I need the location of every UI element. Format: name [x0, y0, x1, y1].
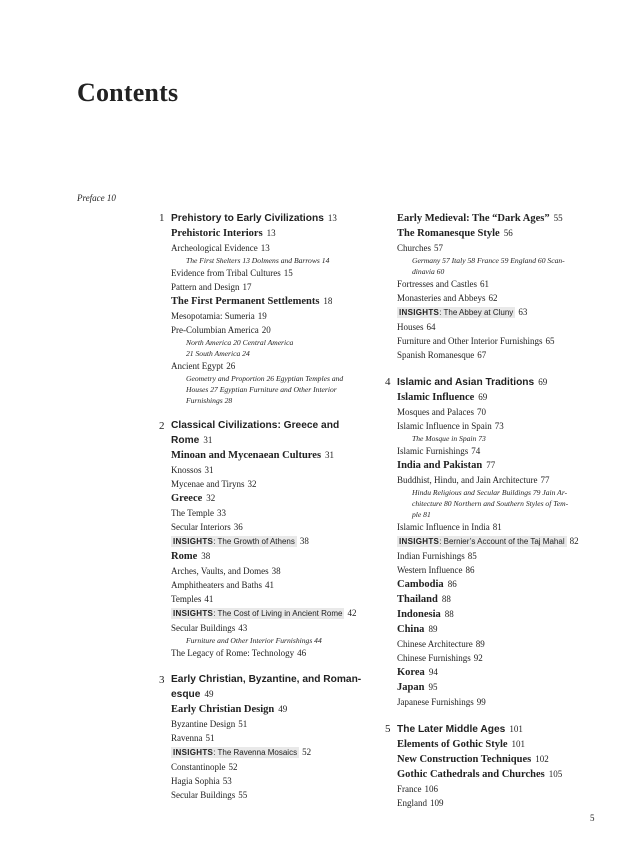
section-heading — [385, 607, 600, 622]
subsection-title: Secular Interiors — [171, 522, 231, 532]
topic-list: Geometry and Proportion 26 Egyptian Temples and — [186, 374, 344, 383]
insights-entry — [397, 305, 600, 320]
subsection-title: The Temple — [171, 508, 214, 518]
page-ref: 38 — [271, 566, 281, 576]
page-ref: 101 — [511, 739, 526, 749]
subsection-title: Islamic Influence in Spain — [397, 421, 492, 431]
section-heading — [159, 226, 371, 241]
subsection-title: Western Influence — [397, 565, 463, 575]
subsection-entry — [159, 592, 371, 606]
subsection-entry — [159, 323, 371, 337]
section-title: New Construction Techniques — [397, 754, 532, 765]
page-ref: 19 — [257, 311, 267, 321]
subsection-entry — [385, 473, 600, 487]
insights-title: : The Growth of Athens — [213, 537, 295, 546]
page-ref: 32 — [206, 493, 216, 503]
subsection-title: Byzantine Design — [171, 719, 236, 729]
section-title: Prehistoric Interiors — [171, 228, 263, 239]
subsection-title: Monasteries and Abbeys — [397, 293, 486, 303]
topic-list: Hindu Religious and Secular Buildings 79 Jain Ar- — [412, 488, 568, 497]
section-title: Islamic Influence — [397, 392, 475, 403]
section-title: Japan — [397, 682, 425, 693]
page-ref: 81 — [492, 522, 502, 532]
page-ref: 105 — [548, 769, 563, 779]
chapter-title: Early Christian, Byzantine, and Roman- — [171, 674, 362, 685]
subsection-entry — [159, 788, 371, 802]
chapter-heading — [159, 433, 371, 448]
subsection-title: Evidence from Tribal Cultures — [171, 268, 281, 278]
subsection-title: Furniture and Other Interior Furnishings — [397, 336, 543, 346]
topic-list: dinavia 60 — [412, 267, 445, 276]
chapter-number: 5 — [385, 723, 391, 735]
section-title: Korea — [397, 667, 425, 678]
section-heading — [159, 491, 371, 506]
page-ref: 31 — [203, 435, 213, 445]
page-ref: 99 — [476, 697, 486, 707]
section-heading — [159, 702, 371, 717]
subsection-entry — [159, 731, 371, 745]
page-ref: 69 — [538, 377, 548, 387]
section-title: The First Permanent Settlements — [171, 296, 320, 307]
subsection-entry — [159, 717, 371, 731]
subsection-title: Mosques and Palaces — [397, 407, 474, 417]
page-ref: 88 — [441, 594, 451, 604]
section-heading — [385, 577, 600, 592]
subsection-entry — [385, 419, 600, 433]
page-ref: 74 — [471, 446, 481, 456]
section-heading — [159, 549, 371, 564]
page-ref: 52 — [228, 762, 238, 772]
page-ref: 69 — [478, 392, 488, 402]
subsection-entry — [385, 334, 600, 348]
section-heading — [385, 390, 600, 405]
page-ref: 42 — [347, 608, 357, 618]
subsection-title: Spanish Romanesque — [397, 350, 475, 360]
page-ref: 26 — [226, 361, 236, 371]
page-ref: 92 — [473, 653, 483, 663]
subsection-title: Temples — [171, 594, 202, 604]
chapter-number: 3 — [159, 674, 165, 686]
page-ref: 56 — [503, 228, 513, 238]
subsection-title: Amphitheaters and Baths — [171, 580, 262, 590]
insights-label: INSIGHTS — [173, 748, 214, 757]
section-heading — [385, 211, 600, 226]
topic-list: Furniture and Other Interior Furnishings 44 — [186, 636, 322, 645]
section-title: Gothic Cathedrals and Churches — [397, 769, 545, 780]
subsection-title: England — [397, 798, 427, 808]
page-ref: 32 — [247, 479, 257, 489]
insights-highlight — [171, 608, 344, 619]
page-ref: 64 — [426, 322, 436, 332]
chapter-heading — [159, 673, 371, 687]
topic-list: Germany 57 Italy 58 France 59 England 60 Scan- — [412, 256, 565, 265]
page-ref: 55 — [238, 790, 248, 800]
insights-highlight — [397, 307, 515, 318]
page-ref: 20 — [261, 325, 271, 335]
spacer — [385, 709, 600, 722]
toc-column-right — [385, 211, 600, 810]
chapter-title: Rome — [171, 435, 200, 446]
subsection-entry — [385, 520, 600, 534]
subsection-entry — [159, 309, 371, 323]
insights-entry — [171, 534, 371, 549]
section-title: India and Pakistan — [397, 460, 483, 471]
topic-list: 21 South America 24 — [186, 349, 250, 358]
page-ref: 57 — [434, 243, 443, 253]
section-heading — [385, 752, 600, 767]
subsection-entry — [159, 774, 371, 788]
chapter-title: Islamic and Asian Traditions — [397, 377, 535, 388]
chapter-heading — [159, 687, 371, 702]
subsection-title: Pattern and Design — [171, 282, 240, 292]
subsection-entry — [159, 241, 371, 255]
page-ref: 13 — [266, 228, 276, 238]
subsection-title: Arches, Vaults, and Domes — [171, 566, 269, 576]
topic-list: The Mosque in Spain 73 — [412, 434, 486, 443]
subsection-entry — [385, 444, 600, 458]
page-ref: 77 — [486, 460, 496, 470]
section-heading — [159, 448, 371, 463]
subsection-title: Mesopotamia: Sumeria — [171, 311, 255, 321]
topic-list: North America 20 Central America — [186, 338, 294, 347]
subsection-entry — [385, 651, 600, 665]
subsection-entry — [385, 637, 600, 651]
subsection-entry — [385, 277, 600, 291]
subsection-entry — [159, 359, 371, 373]
page-ref: 51 — [205, 733, 215, 743]
page-ref: 52 — [302, 747, 312, 757]
section-title: Early Christian Design — [171, 704, 275, 715]
page-ref: 106 — [424, 784, 438, 794]
page-ref: 18 — [323, 296, 333, 306]
toc-column-left — [159, 211, 371, 802]
subsection-title: Ancient Egypt — [171, 361, 224, 371]
page-ref: 46 — [297, 648, 307, 658]
section-title: The Romanesque Style — [397, 228, 500, 239]
page-ref: 65 — [545, 336, 555, 346]
page-ref: 89 — [428, 624, 438, 634]
section-heading — [385, 737, 600, 752]
section-title: Greece — [171, 493, 203, 504]
insights-title: : The Abbey at Cluny — [439, 308, 514, 317]
subsection-title: Japanese Furnishings — [397, 697, 474, 707]
topic-list: chitecture 80 Northern and Southern Styles of Tem- — [412, 499, 569, 508]
chapter-title: esque — [171, 689, 201, 700]
page-ref: 13 — [260, 243, 270, 253]
section-heading — [385, 592, 600, 607]
subsection-entry — [385, 782, 600, 796]
page-ref: 73 — [494, 421, 504, 431]
subsection-title: Mycenae and Tiryns — [171, 479, 245, 489]
chapter-title: The Later Middle Ages — [397, 724, 506, 735]
page-ref: 49 — [278, 704, 288, 714]
page-ref: 94 — [428, 667, 438, 677]
subsection-entry — [159, 463, 371, 477]
page-ref: 38 — [299, 536, 309, 546]
insights-entry — [397, 534, 600, 549]
page-ref: 89 — [475, 639, 485, 649]
page-ref: 31 — [325, 450, 335, 460]
subsection-entry — [385, 348, 600, 362]
page-ref: 95 — [428, 682, 438, 692]
chapter-number: 4 — [385, 376, 391, 388]
subsection-title: Churches — [397, 243, 431, 253]
page-number: 5 — [590, 813, 595, 823]
subsection-title: Secular Buildings — [171, 790, 236, 800]
subsection-title: Ravenna — [171, 733, 203, 743]
page-ref: 101 — [509, 724, 523, 734]
subsection-entry — [385, 291, 600, 305]
subsection-title: Fortresses and Castles — [397, 279, 477, 289]
insights-label: INSIGHTS — [399, 308, 440, 317]
page-ref: 53 — [222, 776, 232, 786]
subsection-entry — [159, 578, 371, 592]
page-ref: 82 — [569, 536, 579, 546]
insights-highlight — [397, 536, 567, 547]
subsection-title: Pre-Columbian America — [171, 325, 259, 335]
subsection-entry — [159, 280, 371, 294]
subsection-title: The Legacy of Rome: Technology — [171, 648, 295, 658]
subsection-title: Buddhist, Hindu, and Jain Architecture — [397, 475, 538, 485]
page-ref: 38 — [201, 551, 211, 561]
topic-list: ple 81 — [412, 510, 431, 519]
page-ref: 31 — [204, 465, 214, 475]
chapter-number: 1 — [159, 212, 165, 224]
page-ref: 86 — [465, 565, 475, 575]
page-ref: 15 — [283, 268, 293, 278]
subsection-title: Houses — [397, 322, 424, 332]
topic-list: Houses 27 Egyptian Furniture and Other Interior — [186, 385, 337, 394]
page-ref: 43 — [238, 623, 248, 633]
preface-entry: Preface 10 — [77, 193, 116, 203]
subsection-title: France — [397, 784, 422, 794]
chapter-heading — [159, 211, 371, 226]
topic-list: The First Shelters 13 Dolmens and Barrows 14 — [186, 256, 330, 265]
chapter-heading — [385, 375, 600, 390]
section-title: Cambodia — [397, 579, 444, 590]
insights-label: INSIGHTS — [173, 609, 214, 618]
page-ref: 33 — [216, 508, 226, 518]
section-title: Elements of Gothic Style — [397, 739, 508, 750]
page-ref: 63 — [518, 307, 528, 317]
section-title: Thailand — [397, 594, 438, 605]
subsection-entry — [159, 506, 371, 520]
page-ref: 70 — [476, 407, 486, 417]
section-title: Indonesia — [397, 609, 441, 620]
page-ref: 17 — [242, 282, 252, 292]
section-heading — [385, 767, 600, 782]
subsection-entry — [159, 621, 371, 635]
subsection-entry — [385, 241, 600, 255]
page-ref: 41 — [204, 594, 214, 604]
subsection-entry — [385, 563, 600, 577]
topic-list: Furnishings 28 — [186, 396, 233, 405]
page-ref: 13 — [327, 213, 337, 223]
subsection-entry — [159, 266, 371, 280]
page-ref: 61 — [480, 279, 489, 289]
page-ref: 102 — [535, 754, 549, 764]
subsection-entry — [159, 760, 371, 774]
insights-entry — [171, 606, 371, 621]
section-title: Early Medieval: The “Dark Ages” — [397, 213, 550, 224]
chapter-title: Prehistory to Early Civilizations — [171, 213, 324, 224]
page-ref: 41 — [264, 580, 274, 590]
section-heading — [385, 622, 600, 637]
subsection-title: Chinese Architecture — [397, 639, 473, 649]
insights-label: INSIGHTS — [173, 537, 214, 546]
spacer — [385, 362, 600, 375]
subsection-entry — [385, 320, 600, 334]
subsection-entry — [385, 695, 600, 709]
subsection-entry — [159, 477, 371, 491]
subsection-entry — [385, 405, 600, 419]
subsection-entry — [159, 646, 371, 660]
insights-title: : Bernier’s Account of the Taj Mahal — [439, 537, 565, 546]
section-heading — [385, 665, 600, 680]
spacer — [159, 406, 371, 419]
subsection-entry — [385, 796, 600, 810]
section-heading — [385, 458, 600, 473]
subsection-entry — [159, 564, 371, 578]
spacer — [159, 660, 371, 673]
subsection-title: Knossos — [171, 465, 202, 475]
subsection-title: Islamic Influence in India — [397, 522, 490, 532]
subsection-title: Indian Furnishings — [397, 551, 465, 561]
section-heading — [159, 294, 371, 309]
section-heading — [385, 226, 600, 241]
section-title: China — [397, 624, 425, 635]
page-ref: 67 — [477, 350, 487, 360]
chapter-number: 2 — [159, 420, 165, 432]
page-ref: 36 — [233, 522, 243, 532]
chapter-heading — [385, 722, 600, 737]
subsection-title: Chinese Furnishings — [397, 653, 471, 663]
subsection-title: Archeological Evidence — [171, 243, 258, 253]
insights-entry — [171, 745, 371, 760]
insights-title: : The Cost of Living in Ancient Rome — [213, 609, 343, 618]
insights-label: INSIGHTS — [399, 537, 440, 546]
page-ref: 109 — [430, 798, 444, 808]
insights-highlight — [171, 747, 299, 758]
subsection-title: Constantinople — [171, 762, 226, 772]
subsection-title: Hagia Sophia — [171, 776, 220, 786]
subsection-title: Secular Buildings — [171, 623, 236, 633]
page-ref: 49 — [204, 689, 214, 699]
page-ref: 51 — [238, 719, 248, 729]
subsection-entry — [159, 520, 371, 534]
page-title: Contents — [77, 78, 179, 107]
insights-highlight — [171, 536, 297, 547]
page-ref: 86 — [447, 579, 457, 589]
section-title: Minoan and Mycenaean Cultures — [171, 450, 322, 461]
chapter-heading — [159, 419, 371, 433]
page-ref: 77 — [540, 475, 550, 485]
chapter-title: Classical Civilizations: Greece and — [171, 420, 340, 431]
section-heading — [385, 680, 600, 695]
subsection-title: Islamic Furnishings — [397, 446, 469, 456]
page-ref: 62 — [488, 293, 498, 303]
page-ref: 55 — [553, 213, 563, 223]
page-ref: 88 — [444, 609, 454, 619]
insights-title: : The Ravenna Mosaics — [213, 748, 298, 757]
subsection-entry — [385, 549, 600, 563]
section-title: Rome — [171, 551, 198, 562]
page-ref: 85 — [467, 551, 477, 561]
